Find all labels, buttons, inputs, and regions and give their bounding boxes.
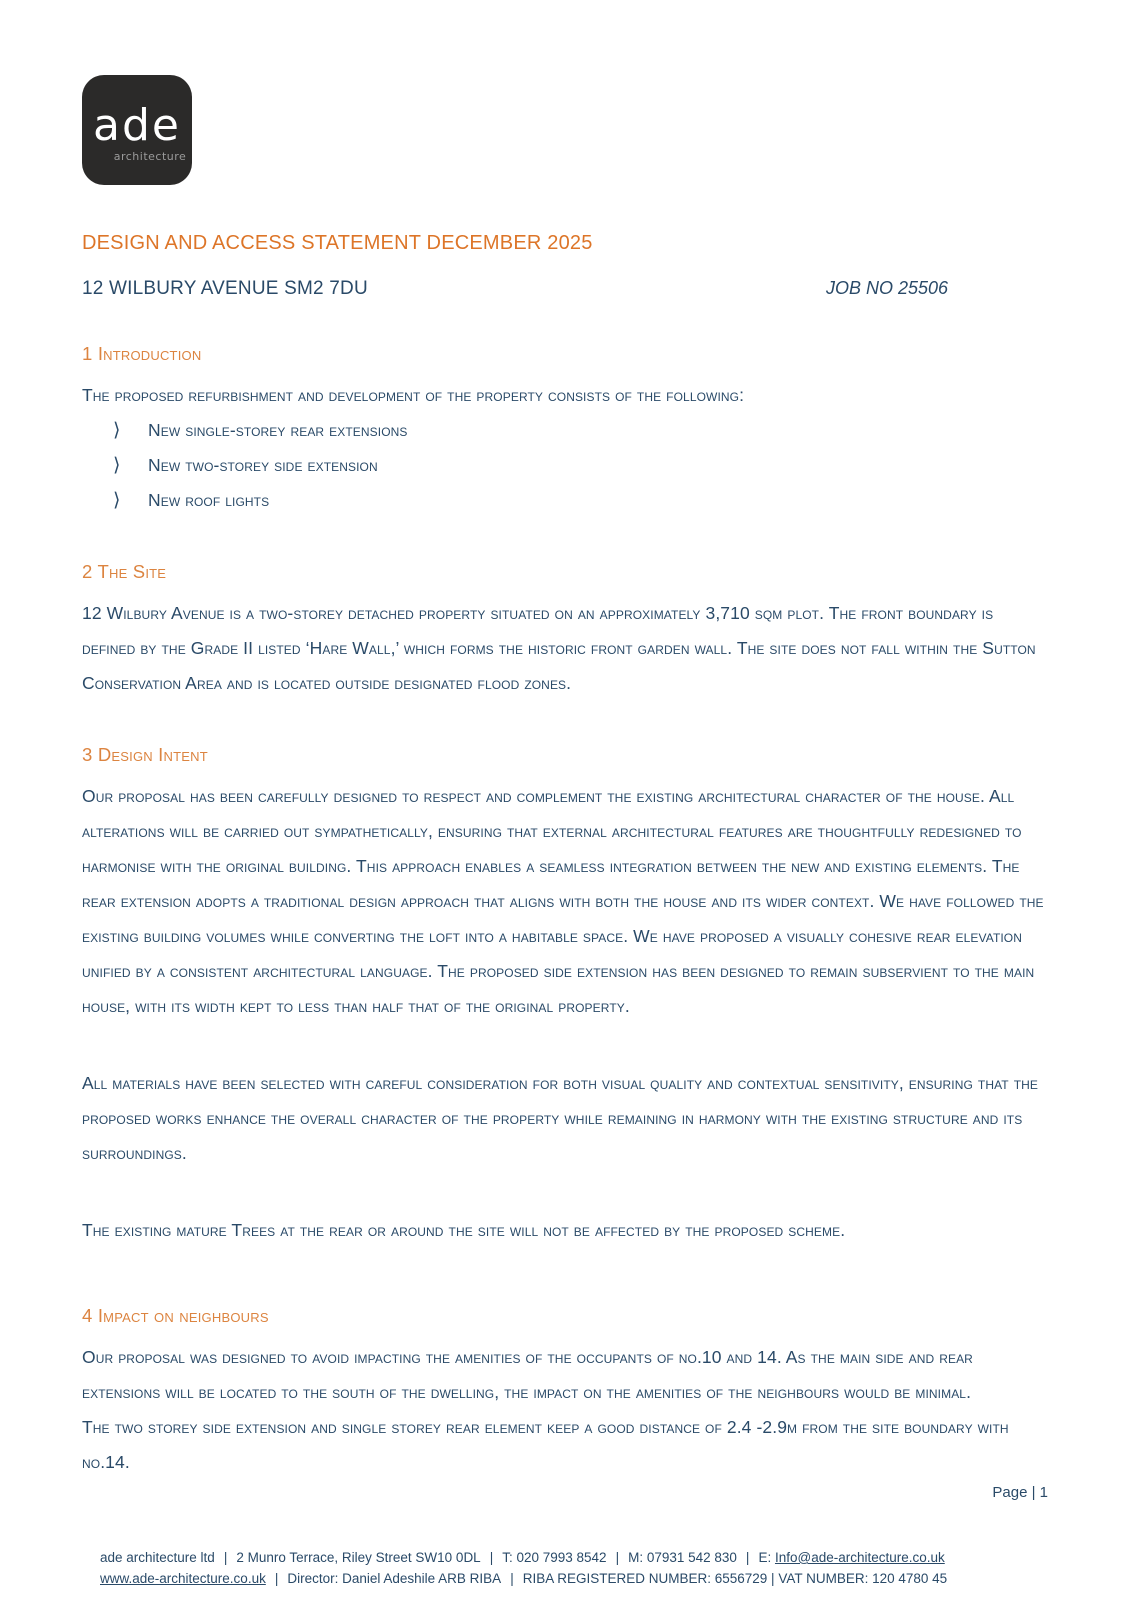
section-heading: 1 Introduction (82, 343, 202, 364)
paragraph: All materials have been selected with careful consideration for both visual quality and contextual sensitivity, ensuring that the proposed works enhance the overall character of the property while remaining in harmony with the existing structure and its surroundings. (82, 1073, 1038, 1163)
footer-mobile: M: 07931 542 830 (628, 1550, 737, 1565)
paragraph: 12 Wilbury Avenue is a two-storey detached property situated on an approximately 3,710 sqm plot. The front boundary is defined by the Grade II listed ‘Hare Wall,’ which forms the historic front garden wall. The site does not fall within the Sutton Conservation Area and is located outside designated flood zones. (82, 603, 1036, 693)
bullet-list (82, 413, 1048, 518)
footer-separator: | (745, 1550, 750, 1565)
job-number: JOB NO 25506 (825, 278, 948, 298)
paragraph: The proposed refurbishment and development of the property consists of the following: (82, 385, 745, 405)
footer-registration: RIBA REGISTERED NUMBER: 6556729 | VAT NUMBER: 120 4780 45 (522, 1571, 948, 1586)
paragraph: Our proposal has been carefully designed to respect and complement the existing architectural character of the house. All alterations will be carried out sympathetically, ensuring that external architectural features are thoughtfully redesigned to harmonise with the original building. This approach enables a seamless integration between the new and existing elements. The rear extension adopts a traditional design approach that aligns with both the house and its wider context. We have followed the existing building volumes while converting the loft into a habitable space. We have proposed a visually cohesive rear elevation unified by a consistent architectural language. The proposed side extension has been designed to remain subservient to the main house, with its width kept to less than half that of the original property. (82, 786, 1044, 1016)
footer-separator: | (274, 1571, 279, 1586)
footer-website-link[interactable]: www.ade-architecture.co.uk (100, 1571, 266, 1586)
bullet-text: New roof lights (148, 490, 270, 510)
paragraph: The two storey side extension and single storey rear element keep a good distance of 2.4 -2.9m from the site boundary with no.14. (82, 1417, 1009, 1472)
paragraph: Our proposal was designed to avoid impacting the amenities of the occupants of no.10 and 14. As the main side and rear extensions will be located to the south of the dwelling, the impact on the amenities of the neighbours would be minimal. (82, 1347, 973, 1402)
section-design-intent (82, 743, 1048, 1248)
page-footer (82, 1547, 1048, 1589)
footer-separator: | (510, 1571, 514, 1586)
section-introduction (82, 342, 1048, 518)
bullet-text: New single-storey rear extensions (148, 420, 408, 440)
section-heading: 4 Impact on neighbours (82, 1305, 269, 1326)
angle-bullet-icon: ⟩ (113, 454, 121, 476)
header-address-row (82, 278, 1048, 300)
page-number: Page | 1 (992, 1484, 1048, 1501)
company-logo (82, 75, 192, 185)
logo-subtitle: architecture (113, 149, 187, 163)
footer-line-2 (100, 1568, 1048, 1589)
footer-telephone: T: 020 7993 8542 (502, 1550, 607, 1565)
angle-bullet-icon: ⟩ (113, 419, 121, 441)
section-the-site (82, 560, 1048, 701)
footer-line-1 (100, 1547, 1048, 1568)
list-item (82, 483, 1048, 518)
section-heading: 3 Design Intent (82, 744, 208, 765)
section-impact-on-neighbours (82, 1304, 1048, 1480)
footer-address: 2 Munro Terrace, Riley Street SW10 0DL (236, 1550, 481, 1565)
footer-company: ade architecture ltd (100, 1550, 215, 1565)
footer-separator: | (615, 1550, 620, 1565)
footer-separator: | (223, 1550, 228, 1565)
footer-email-link[interactable]: Info@ade-architecture.co.uk (774, 1550, 945, 1565)
list-item (82, 413, 1048, 448)
angle-bullet-icon: ⟩ (113, 489, 121, 511)
footer-director: Director: Daniel Adeshile ARB RIBA (287, 1571, 502, 1586)
bullet-text: New two-storey side extension (148, 455, 378, 475)
paragraph: The existing mature Trees at the rear or around the site will not be affected by the proposed scheme. (82, 1220, 846, 1240)
document-title: DESIGN AND ACCESS STATEMENT DECEMBER 2025 (82, 232, 593, 254)
list-item (82, 448, 1048, 483)
section-heading: 2 The Site (82, 561, 167, 582)
footer-separator: | (489, 1550, 494, 1565)
property-address: 12 WILBURY AVENUE SM2 7DU (82, 278, 368, 299)
logo-wordmark: ade (93, 99, 181, 151)
footer-email-prefix: E: (758, 1550, 772, 1565)
